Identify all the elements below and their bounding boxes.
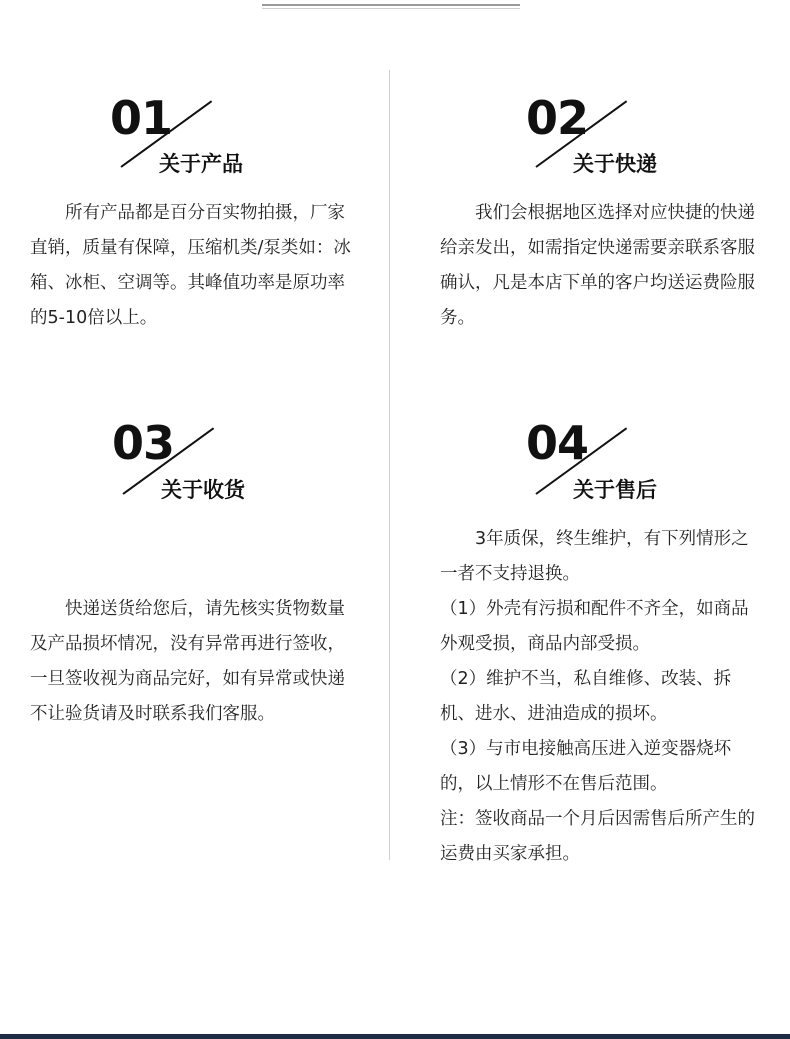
section-number: 02 [526,91,589,145]
section-title: 关于收货 [161,478,245,502]
paragraph: 3年质保，终生维护，有下列情形之一者不支持退换。 [440,529,749,584]
bottom-bar [0,1034,790,1039]
section-number: 01 [110,91,173,145]
top-decorative-rule [262,4,520,6]
paragraph: （3）与市电接触高压进入逆变器烧坏的，以上情形不在售后范围。 [440,739,732,794]
paragraph: 所有产品都是百分百实物拍摄，厂家直销，质量有保障，压缩机类/泵类如：冰箱、冰柜、空调等。其峰值功率是原功率的5-10倍以上。 [30,203,351,328]
section-number: 04 [526,416,589,470]
top-decorative-rule-secondary [262,8,520,9]
section-body [30,196,356,336]
section-title: 关于快递 [573,152,657,176]
paragraph: 快递送货给您后，请先核实货物数量及产品损坏情况，没有异常再进行签收，一旦签收视为商品完好，如有异常或快递不让验货请及时联系我们客服。 [30,599,345,724]
center-divider [389,70,390,860]
section-body [30,592,356,732]
section-body [440,522,764,872]
paragraph: （1）外壳有污损和配件不齐全，如商品外观受损，商品内部受损。 [440,599,749,654]
section-title: 关于售后 [573,478,657,502]
paragraph: 我们会根据地区选择对应快捷的快递给亲发出，如需指定快递需要亲联系客服确认，凡是本店下单的客户均送运费险服务。 [440,203,755,328]
section-title: 关于产品 [159,152,243,176]
section-body [440,196,764,336]
paragraph: 注：签收商品一个月后因需售后所产生的运费由买家承担。 [440,809,755,864]
section-number: 03 [112,416,175,470]
paragraph: （2）维护不当，私自维修、改装、拆机、进水、进油造成的损坏。 [440,669,732,724]
